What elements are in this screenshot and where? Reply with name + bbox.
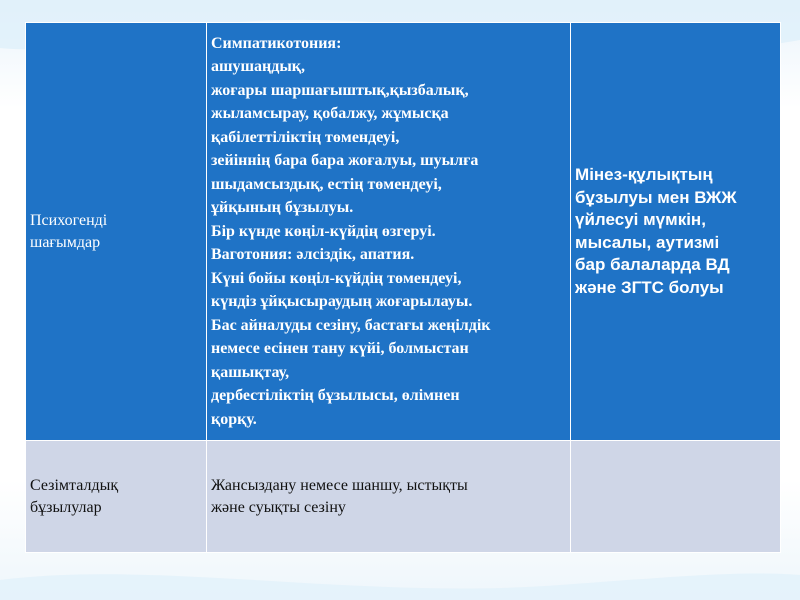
- note-line: Мінез-құлықтың: [575, 165, 713, 184]
- table-row: [26, 441, 781, 553]
- symptom-line: Ваготония: әлсіздік, апатия.: [210, 246, 415, 264]
- symptom-line: немесе есінен тану күйі, болмыстан: [210, 340, 469, 358]
- symptom-line: жыламсырау, қобалжу, жұмысқа: [210, 105, 449, 123]
- row-label-cell: [26, 441, 207, 553]
- symptom-line: жоғары шаршағыштық,қызбалық,: [210, 81, 469, 99]
- note-cell: [571, 441, 781, 553]
- symptom-line: және суықты сезіну: [210, 498, 346, 516]
- symptom-line: ашушаңдық,: [210, 58, 306, 76]
- symptom-line: қорқу.: [210, 410, 257, 428]
- table-row: [26, 23, 781, 441]
- symptom-line: зейіннің бара бара жоғалуы, шуылға: [210, 152, 479, 170]
- symptoms-table: [25, 22, 781, 553]
- row-label: [30, 475, 202, 519]
- row-label: [30, 210, 202, 254]
- symptom-line: шыдамсыздық, естің төмендеуі,: [210, 175, 442, 193]
- note-line: және ЗГТС болуы: [575, 277, 724, 297]
- symptoms-cell: [206, 441, 570, 553]
- symptoms-list: [211, 475, 566, 519]
- note-line: үйлесуі мүмкін,: [575, 210, 706, 229]
- row-label-line: шағымдар: [30, 233, 101, 251]
- symptom-line: дербестіліктің бұзылысы, өлімнен: [210, 387, 460, 405]
- symptom-line: ұйқының бұзылуы.: [210, 199, 354, 217]
- note-line: мысалы, аутизмі: [575, 232, 720, 252]
- row-label-line: бұзылулар: [30, 498, 102, 516]
- symptoms-cell: [206, 23, 570, 441]
- note-line: бұзылуы мен ВЖЖ: [575, 187, 737, 207]
- symptom-line: Жансыздану немесе шаншу, ыстықты: [210, 476, 468, 494]
- symptoms-list: [211, 32, 566, 432]
- row-label-line: Сезімталдық: [30, 476, 119, 494]
- note-text: [575, 164, 776, 299]
- row-label-line: Психогенді: [30, 211, 108, 229]
- symptom-line: күндіз ұйқысыраудың жоғарылауы.: [210, 293, 473, 311]
- note-line: бар балаларда ВД: [575, 255, 730, 274]
- symptom-line: Симпатикотония:: [210, 34, 342, 52]
- symptom-line: Күні бойы көңіл-күйдің төмендеуі,: [210, 269, 462, 287]
- symptom-line: қашықтау,: [210, 363, 290, 381]
- symptom-line: Бір күнде көңіл-күйдің өзгеруі.: [210, 222, 436, 240]
- symptom-line: қабілеттіліктің төмендеуі,: [210, 128, 400, 146]
- row-label-cell: [26, 23, 207, 441]
- note-cell: [571, 23, 781, 441]
- symptom-line: Бас айналуды сезіну, бастағы жеңілдік: [210, 316, 491, 334]
